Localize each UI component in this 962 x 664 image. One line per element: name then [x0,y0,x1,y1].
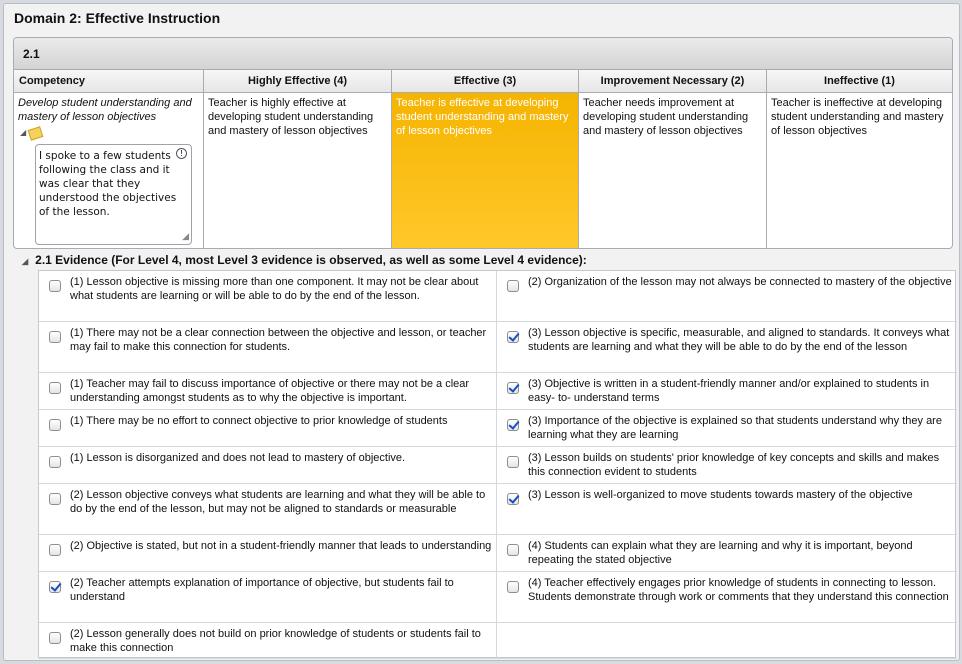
evidence-label: (1) Lesson is disorganized and does not lead to mastery of objective. [70,452,406,464]
evidence-checkbox[interactable] [507,544,519,556]
evidence-item[interactable] [39,373,497,410]
evidence-label: (3) Lesson is well-organized to move students towards mastery of the objective [528,489,913,501]
evidence-label: (1) Lesson objective is missing more than one component. It may not be clear about what students are learning or will be able to do by the end of the lesson. [70,276,479,302]
level-text: Teacher is highly effective at developing student understanding and mastery of lesson objectives [208,97,374,137]
level-improvement-necessary[interactable] [579,70,767,248]
evidence-checkbox[interactable] [49,581,61,593]
evidence-checkbox[interactable] [49,493,61,505]
evidence-title [20,253,587,267]
evidence-checkbox[interactable] [49,331,61,343]
evidence-item[interactable] [497,271,957,322]
evidence-label: (1) Teacher may fail to discuss importance of objective or there may not be a clear understanding amongst students as to why the objective is important. [70,378,470,404]
evidence-item[interactable] [497,484,957,535]
evidence-checkbox[interactable] [49,632,61,644]
evidence-item[interactable] [497,447,957,484]
comment-textarea[interactable] [35,144,192,245]
rubric-table [13,37,953,249]
evidence-item[interactable] [497,410,957,447]
evidence-checkbox[interactable] [49,544,61,556]
evidence-item[interactable] [497,535,957,572]
competency-column [14,70,204,248]
evidence-grid [38,270,956,658]
evidence-item[interactable] [39,322,497,373]
comment-icon[interactable]: ! [176,148,187,159]
evidence-label: (3) Lesson objective is specific, measurable, and aligned to standards. It conveys what students are learning and what they will be able to do by the end of the lesson [528,327,950,353]
evidence-item[interactable] [497,322,957,373]
header-effective: Effective (3) [392,70,578,93]
level-highly-effective[interactable] [204,70,392,248]
collapse-triangle-icon[interactable]: ◢ [22,257,29,266]
evidence-item[interactable] [39,535,497,572]
evidence-item[interactable] [39,572,497,623]
evidence-label: (2) Teacher attempts explanation of importance of objective, but students fail to understand [70,577,454,603]
evidence-checkbox[interactable] [49,456,61,468]
evidence-item[interactable] [39,447,497,484]
level-text: Teacher needs improvement at developing student understanding and mastery of lesson objectives [583,97,749,137]
evidence-checkbox[interactable] [507,419,519,431]
evidence-item[interactable] [39,484,497,535]
evidence-checkbox[interactable] [507,493,519,505]
header-competency: Competency [14,70,203,93]
evidence-item[interactable] [39,271,497,322]
level-text: Teacher is ineffective at developing student understanding and mastery of lesson objectives [771,97,944,137]
evidence-label: (4) Students can explain what they are learning and why it is important, beyond repeating the stated objective [528,540,913,566]
evidence-label: (2) Objective is stated, but not in a student-friendly manner that leads to understanding [70,540,492,552]
collapse-triangle-icon[interactable]: ◢ [20,128,27,137]
evidence-item[interactable] [39,623,497,659]
evidence-label: (4) Teacher effectively engages prior knowledge of students in connecting to lesson. Students demonstrate through work or comments that they understand this connection [528,577,949,603]
domain-title: Domain 2: Effective Instruction [14,10,221,26]
evidence-item[interactable] [39,410,497,447]
evidence-checkbox[interactable] [507,280,519,292]
evidence-label: (2) Lesson objective conveys what students are learning and what they will be able to do by the end of the lesson, but may not be aligned to standards or measurable [70,489,486,515]
evidence-checkbox[interactable] [507,456,519,468]
evidence-label: (1) There may be no effort to connect objective to prior knowledge of students [70,415,448,427]
evidence-item[interactable] [497,572,957,623]
level-text: Teacher is effective at developing student understanding and mastery of lesson objectives [392,93,578,248]
competency-text: Develop student understanding and mastery of lesson objectives [18,97,192,123]
resize-grip-icon[interactable]: ◢ [182,232,189,242]
evidence-label: (2) Organization of the lesson may not always be connected to mastery of the objective [528,276,952,288]
header-highly-effective: Highly Effective (4) [204,70,391,93]
header-ineffective: Ineffective (1) [767,70,952,93]
evidence-checkbox[interactable] [507,581,519,593]
evidence-checkbox[interactable] [507,331,519,343]
evidence-title-text: 2.1 Evidence (For Level 4, most Level 3 evidence is observed, as well as some Level 4 evidence): [35,253,587,267]
evidence-checkbox[interactable] [507,382,519,394]
level-ineffective[interactable] [767,70,952,248]
empty-cell [497,623,957,659]
evidence-label: (1) There may not be a clear connection between the objective and lesson, or teacher may fail to make this connection for students. [70,327,487,353]
note-icon[interactable] [28,126,44,140]
evidence-checkbox[interactable] [49,419,61,431]
rubric-id: 2.1 [14,38,952,70]
header-improvement-necessary: Improvement Necessary (2) [579,70,766,93]
domain-panel [3,3,960,661]
evidence-label: (3) Lesson builds on students' prior knowledge of key concepts and skills and makes this connection evident to students [528,452,940,478]
evidence-checkbox[interactable] [49,280,61,292]
comment-text: I spoke to a few students following the class and it was clear that they understood the objectives of the lesson. [39,150,177,218]
evidence-item[interactable] [497,373,957,410]
evidence-label: (3) Objective is written in a student-friendly manner and/or explained to students in easy- to- understand terms [528,378,930,404]
evidence-checkbox[interactable] [49,382,61,394]
level-effective[interactable] [392,70,579,248]
evidence-label: (3) Importance of the objective is explained so that students understand why they are learning what they are learning [528,415,942,441]
evidence-label: (2) Lesson generally does not build on prior knowledge of students or students fail to make this connection [70,628,481,654]
